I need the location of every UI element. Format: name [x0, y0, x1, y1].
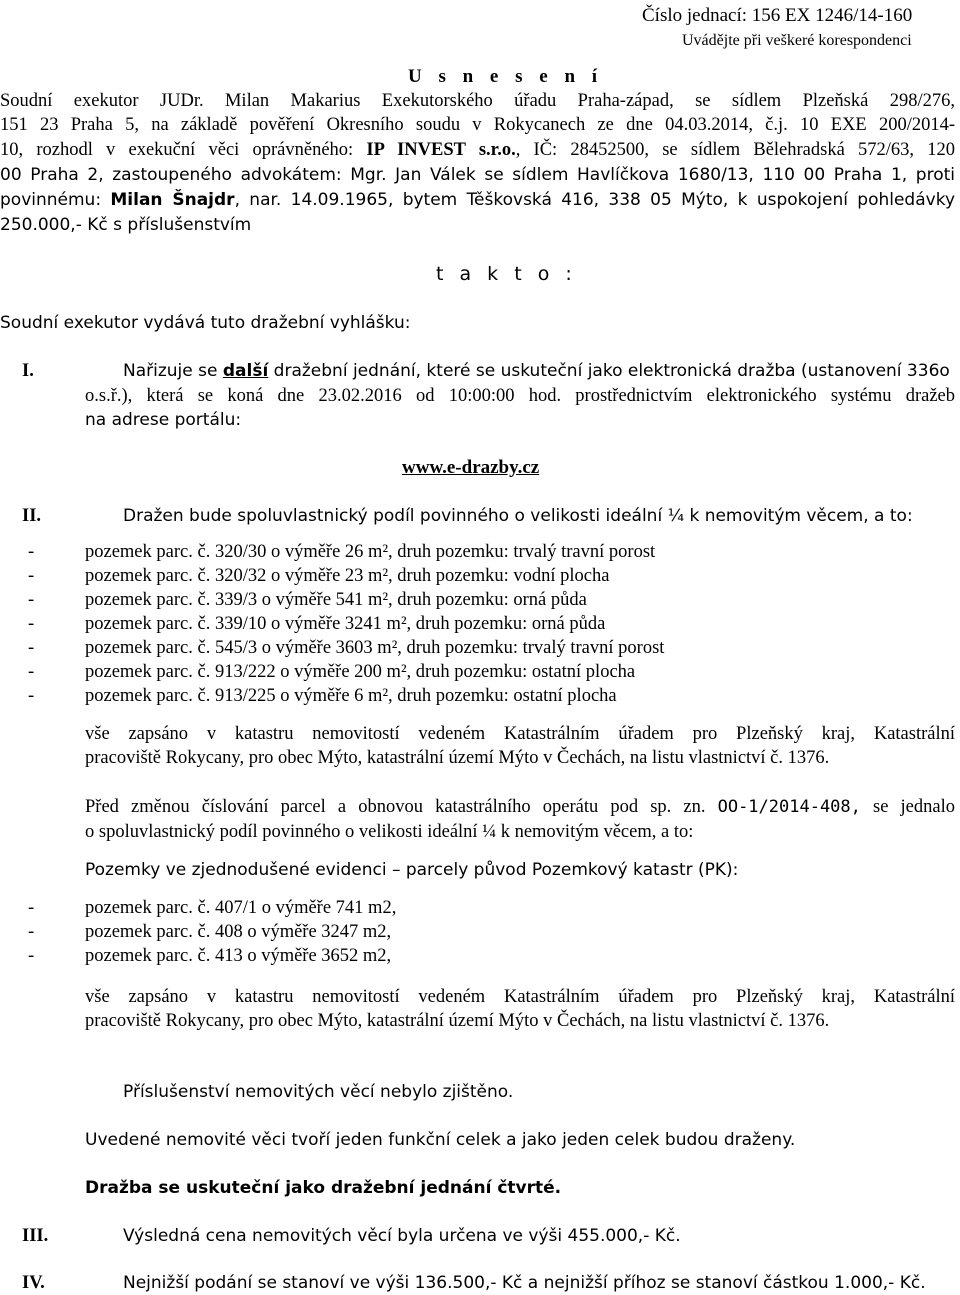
list-dash: -: [28, 898, 35, 918]
parcel-text: pozemek parc. č. 407/1 o výměře 741 m2,: [85, 898, 397, 918]
list-dash: -: [28, 614, 35, 634]
intro-line-5-c: , nar. 14.09.1965, bytem Těškovská 416, 338 05 Mýto, k uspokojení pohledávky: [234, 190, 956, 210]
intro-line-4: 00 Praha 2, zastoupeného advokátem: Mgr. Jan Válek se sídlem Havlíčkova 1680/13, 110 00 Praha 1, proti: [0, 165, 955, 185]
functional-unit-note: Uvedené nemovité věci tvoří jeden funkční celek a jako jeden celek budou draženy.: [85, 1130, 796, 1150]
section-1-line-2: o.s.ř.), která se koná dne 23.02.2016 od 10:00:00 hod. prostřednictvím elektronického systému dražeb: [85, 386, 955, 406]
takto-heading: t a k t o :: [436, 263, 577, 285]
intro-line-2: 151 23 Praha 5, na základě pověření Okresního soudu v Rokycanech ze dne 04.03.2014, č.j. 10 EXE 200/2014-: [0, 115, 955, 135]
section-1-further: další: [222, 361, 269, 381]
section-1-line-3: na adrese portálu:: [85, 410, 242, 430]
section-4-numeral: IV.: [22, 1273, 45, 1293]
correspondence-note: Uvádějte při veškeré korespondenci: [682, 32, 912, 49]
section-2-intro: Dražen bude spoluvlastnický podíl povinného o velikosti ideální ¼ k nemovitým věcem, a to:: [123, 506, 913, 526]
list-dash: -: [28, 542, 35, 562]
list-dash: -: [28, 686, 35, 706]
intro-line-6: 250.000,- Kč s příslušenstvím: [0, 215, 252, 235]
list-dash: -: [28, 662, 35, 682]
list-dash: -: [28, 922, 35, 942]
intro-line-1: Soudní exekutor JUDr. Milan Makarius Exekutorského úřadu Praha-západ, se sídlem Plzeňská 298/276,: [0, 91, 955, 111]
case-number: Číslo jednací: 156 EX 1246/14-160: [642, 5, 913, 26]
file-reference: OO-1/2014-408,: [717, 797, 861, 817]
list-dash: -: [28, 638, 35, 658]
parcel-list: [28, 540, 928, 710]
cadastre-1-line-2: pracoviště Rokycany, pro obec Mýto, katastrální území Mýto v Čechách, na listu vlastnictví č. 1376.: [85, 748, 830, 768]
intro-line-3-c: , IČ: 28452500, se sídlem Bělehradská 572/63, 120: [515, 140, 955, 160]
intro-line-3: [0, 138, 955, 162]
creditor-name: IP INVEST s.r.o.: [366, 140, 516, 160]
section-1-line-1: [123, 359, 955, 383]
list-dash: -: [28, 566, 35, 586]
announcement: Soudní exekutor vydává tuto dražební vyhlášku:: [0, 313, 411, 333]
cadastre-2-line-1: vše zapsáno v katastru nemovitostí vedeném Katastrálním úřadem pro Plzeňský kraj, Katastrální: [85, 987, 955, 1007]
intro-line-3-a: 10, rozhodl v exekuční věci oprávněného:: [0, 140, 367, 160]
parcel-text: pozemek parc. č. 408 o výměře 3247 m2,: [85, 922, 392, 942]
section-4-text: Nejnižší podání se stanoví ve výši 136.500,- Kč a nejnižší příhoz se stanoví částkou 1.000,- Kč.: [123, 1273, 926, 1293]
list-dash: -: [28, 590, 35, 610]
section-3-numeral: III.: [22, 1226, 49, 1246]
cadastre-2-line-2: pracoviště Rokycany, pro obec Mýto, katastrální území Mýto v Čechách, na listu vlastnictví č. 1376.: [85, 1011, 830, 1031]
intro-line-5: [0, 188, 955, 212]
before-renumbering-line-2: o spoluvlastnický podíl povinného o velikosti ideální ¼ k nemovitým věcem, a to:: [85, 822, 694, 842]
cadastre-1-line-1: vše zapsáno v katastru nemovitostí vedeném Katastrálním úřadem pro Plzeňský kraj, Katastrální: [85, 724, 955, 744]
parcel-text: pozemek parc. č. 320/30 o výměře 26 m², druh pozemku: trvalý travní porost: [85, 542, 656, 562]
section-1-line-1-a: Nařizuje se: [123, 361, 223, 381]
before-line-1-a: Před změnou číslování parcel a obnovou katastrálního operátu pod sp. zn.: [85, 797, 718, 817]
section-1-numeral: I.: [22, 361, 34, 381]
parcel-text: pozemek parc. č. 913/222 o výměře 200 m², druh pozemku: ostatní plocha: [85, 662, 636, 682]
document-title: U s n e s e n í: [408, 66, 604, 87]
pk-parcel-list: [28, 896, 928, 968]
parcel-text: pozemek parc. č. 913/225 o výměře 6 m², druh pozemku: ostatní plocha: [85, 686, 617, 706]
accessories-note: Příslušenství nemovitých věcí nebylo zjištěno.: [123, 1082, 514, 1102]
parcel-text: pozemek parc. č. 413 o výměře 3652 m2,: [85, 946, 392, 966]
parcel-text: pozemek parc. č. 320/32 o výměře 23 m², druh pozemku: vodní plocha: [85, 566, 610, 586]
fourth-auction-note: Dražba se uskuteční jako dražební jednání čtvrté.: [85, 1178, 562, 1198]
before-line-1-c: se jednalo: [860, 797, 955, 817]
intro-line-5-a: povinnému:: [0, 190, 111, 210]
section-1-line-1-c: dražební jednání, které se uskuteční jako elektronická dražba (ustanovení 336o: [268, 361, 950, 381]
parcel-text: pozemek parc. č. 545/3 o výměře 3603 m², druh pozemku: trvalý travní porost: [85, 638, 665, 658]
before-renumbering-line-1: [85, 795, 955, 819]
list-dash: -: [28, 946, 35, 966]
parcel-text: pozemek parc. č. 339/3 o výměře 541 m², druh pozemku: orná půda: [85, 590, 587, 610]
section-3-text: Výsledná cena nemovitých věcí byla určena ve výši 455.000,- Kč.: [123, 1226, 681, 1246]
simplified-register-heading: Pozemky ve zjednodušené evidenci – parcely původ Pozemkový katastr (PK):: [85, 860, 739, 880]
auction-portal-link[interactable]: www.e-drazby.cz: [402, 457, 540, 478]
debtor-name: Milan Šnajdr: [110, 190, 235, 210]
section-2-numeral: II.: [22, 506, 42, 526]
parcel-text: pozemek parc. č. 339/10 o výměře 3241 m², druh pozemku: orná půda: [85, 614, 606, 634]
